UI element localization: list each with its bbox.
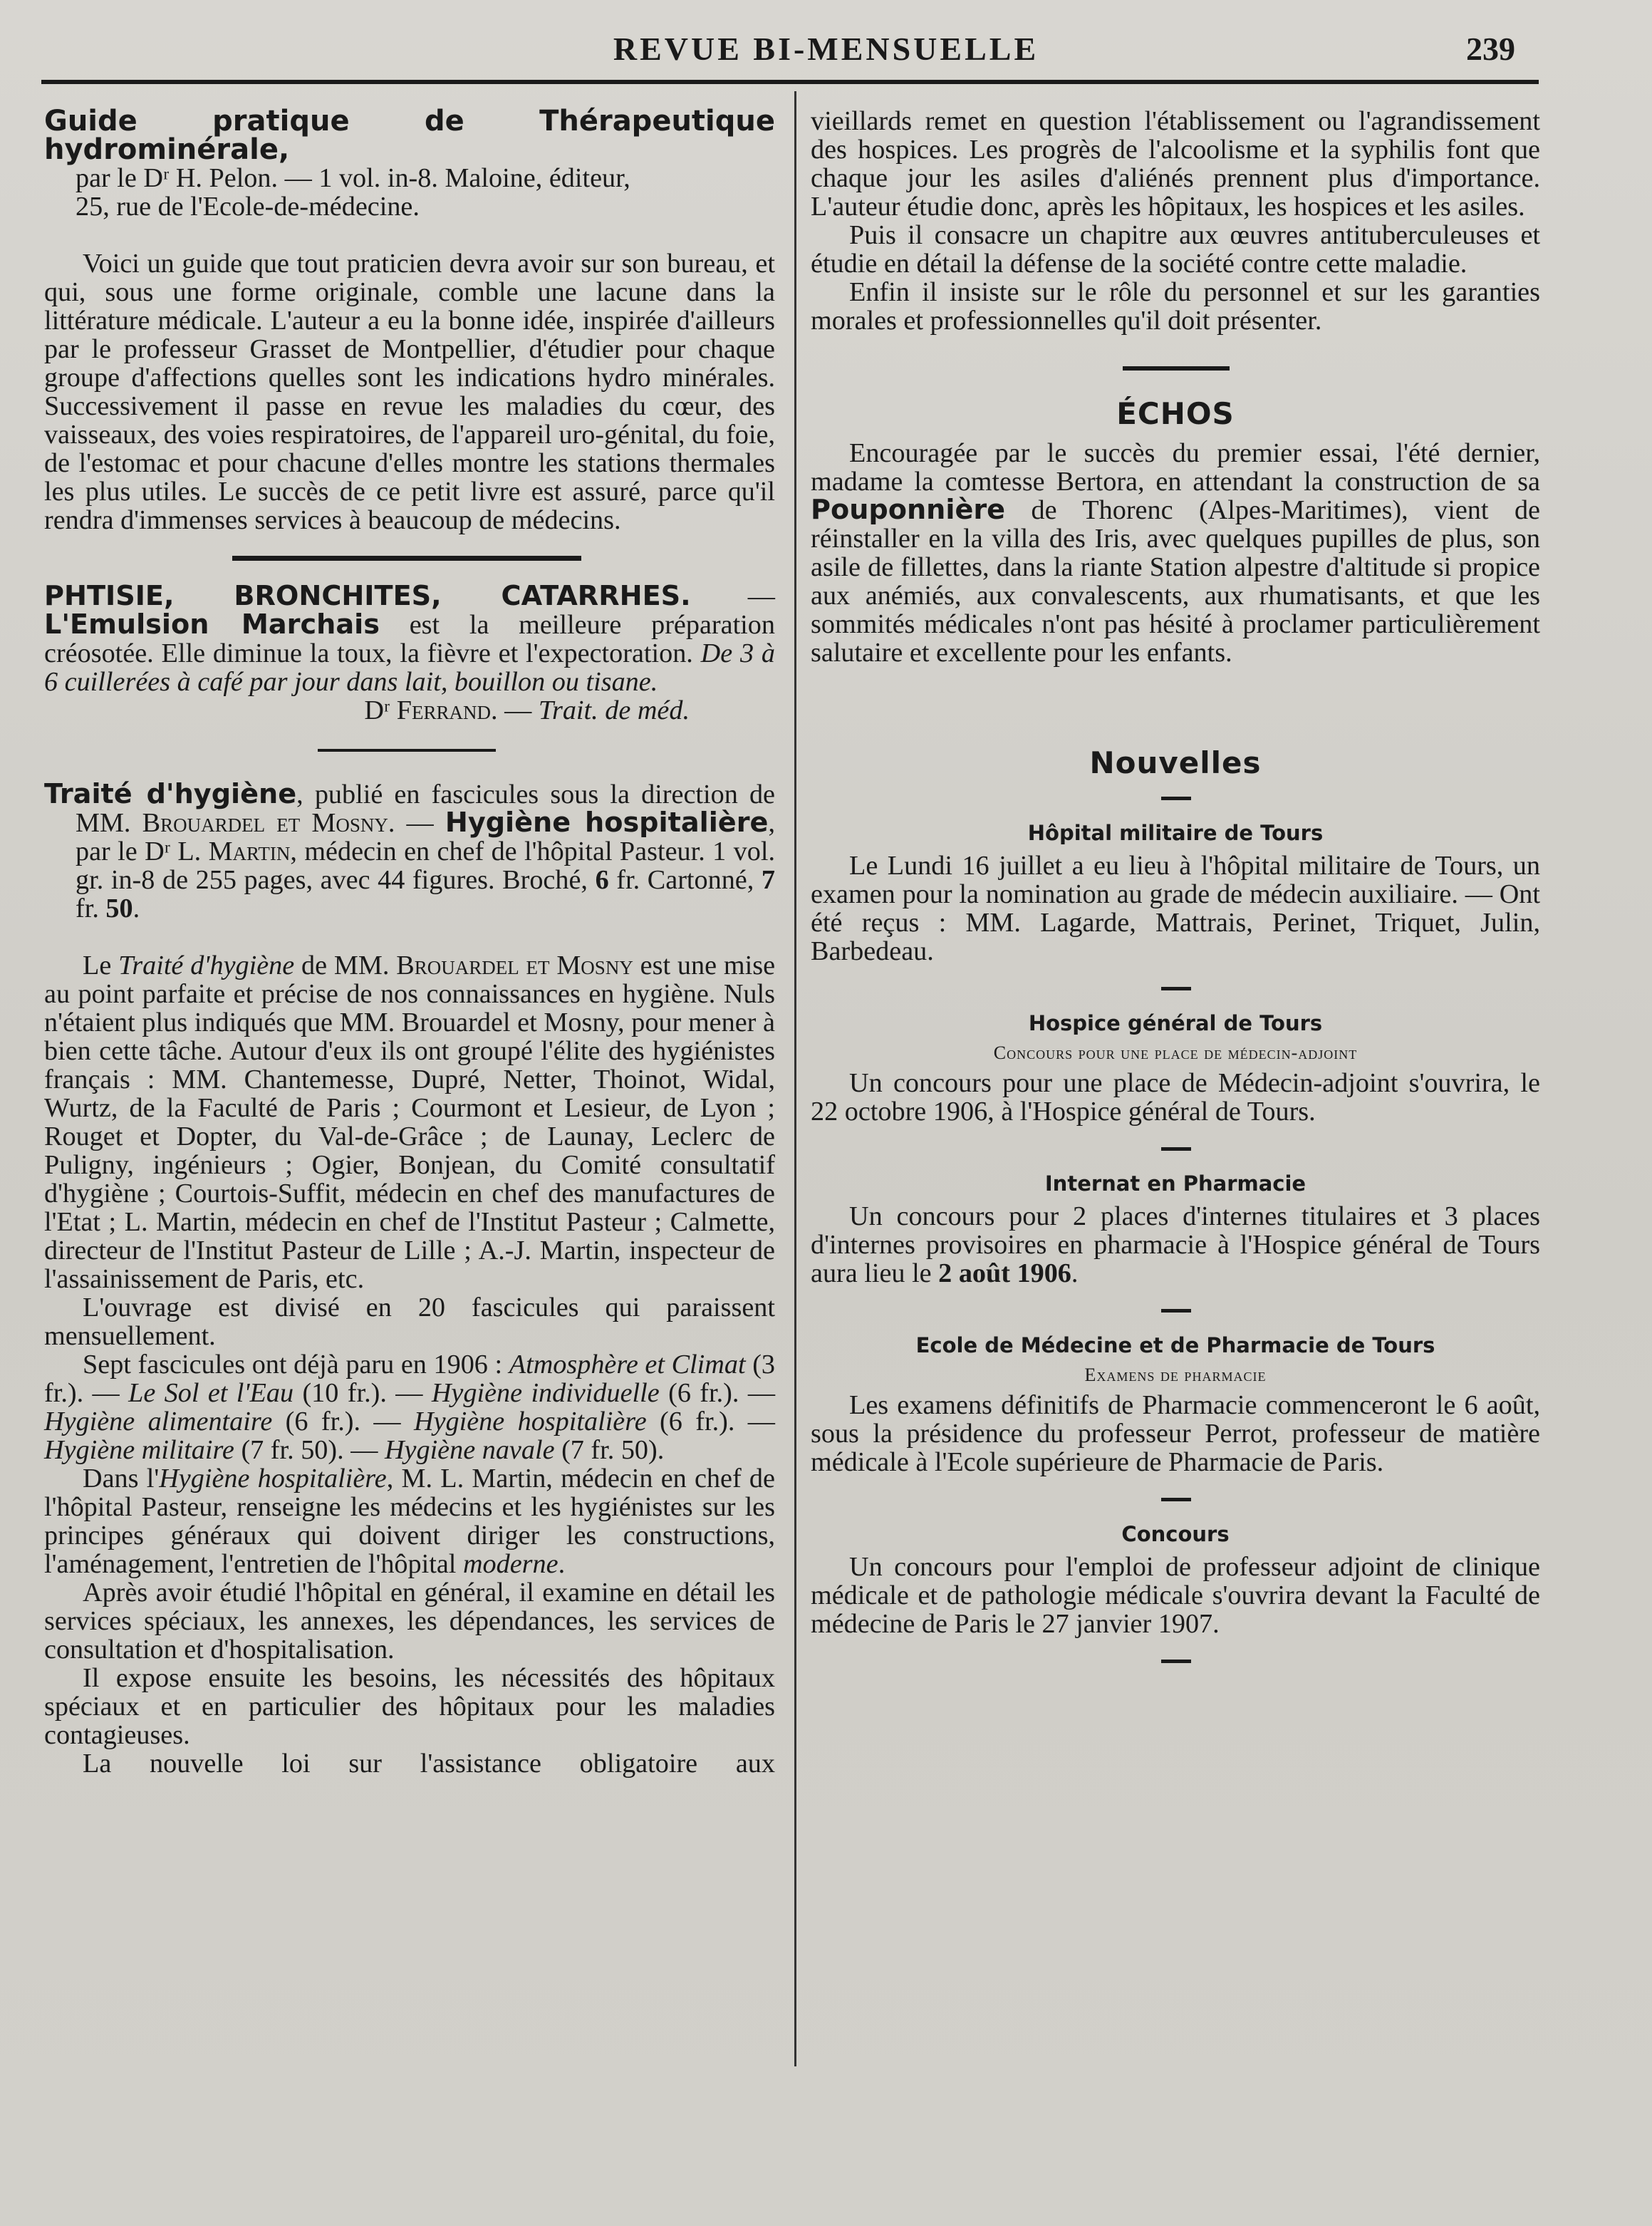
pouponniere-name: Pouponnière <box>811 495 1006 526</box>
hospice-general-subtitle: Concours pour une place de médecin-adjoint <box>993 1042 1358 1063</box>
guide-review <box>44 107 775 534</box>
hopital-militaire-title: Hôpital militaire de Tours <box>1027 821 1324 845</box>
nouvelles-title: Nouvelles <box>1089 745 1262 780</box>
hospice-general-text: Un concours pour une place de Médecin-adjoint s'ouvrira, le 22 octobre 1906, à l'Hospice général de Tours. <box>811 1068 1540 1127</box>
guide-title: Guide pratique de Thérapeutique hydrominérale, <box>44 105 775 166</box>
traite-paragraph-6: Il expose ensuite les besoins, les nécessités des hôpitaux spéciaux et en particulier des hôpitaux pour les maladies contagieuses. <box>44 1663 775 1750</box>
section-rule <box>318 749 496 752</box>
traite-paragraph-5: Après avoir étudié l'hôpital en général, il examine en détail les services spéciaux, les annexes, les dépendances, les services de consultation et d'hospitalisation. <box>44 1578 775 1665</box>
echos-title: ÉCHOS <box>1116 396 1235 431</box>
echos-section <box>811 396 1540 667</box>
ecole-medecine-title: Ecole de Médecine et de Pharmacie de Tours <box>915 1333 1435 1357</box>
ecole-medecine-subtitle: Examens de pharmacie <box>1084 1365 1267 1385</box>
dash-separator <box>1161 1309 1191 1313</box>
left-column <box>44 107 775 1778</box>
echos-paragraph: Encouragée par le succès du premier essai, l'été dernier, madame la comtesse Bertora, en attendant la construction de sa Pouponnière de Thorenc (Alpes-Maritimes), vient de réinstaller en la villa des Iris, avec quelques pupilles de plus, son asile de fillettes, dans la riante Station alpestre d'altitude si propice aux anémiés, aux convalescents, aux rhumatisants, et que les sommités médicales n'ont pas hésité à proclamer particulièrement salutaire et excellente pour les enfants. <box>811 438 1540 668</box>
section-rule <box>1123 366 1230 371</box>
dash-separator <box>1161 1660 1191 1663</box>
right-column <box>811 107 1540 1682</box>
concours-text: Un concours pour l'emploi de professeur adjoint de clinique médicale et de pathologie médicale s'ouvrira devant la Faculté de médecine de Paris le 27 janvier 1907. <box>811 1552 1540 1639</box>
traite-review <box>44 780 775 1778</box>
traite-subtitle: Hygiène hospitalière <box>445 807 769 839</box>
section-rule <box>232 556 581 561</box>
guide-body: Voici un guide que tout praticien devra avoir sur son bureau, et qui, sous une forme originale, comble une lacune dans la littérature médicale. L'auteur a eu la bonne idée, inspirée d'ailleurs par le professeur Grasset de Montpellier, d'étudier pour chaque groupe d'affections quelles sont les indications hydro minérales. Successivement il passe en revue les maladies du cœur, des vaisseaux, des voies respiratoires, de l'appareil uro-génital, du foie, de l'estomac et pour chacune d'elles montre les stations thermales les plus utiles. Le succès de ce petit livre est assuré, parce qu'il rendra d'immenses services à beaucoup de médecins. <box>44 249 775 535</box>
dash-separator <box>1161 1498 1191 1501</box>
phtisie-heading: PHTISIE, BRONCHITES, CATARRHES. <box>44 581 691 612</box>
guide-byline: par le Dʳ H. Pelon. — 1 vol. in-8. Maloine, éditeur, <box>76 163 630 193</box>
traite-paragraph-1: Le Traité d'hygiène de MM. Brouardel et Mosny est une mise au point parfaite et précise de nos connaissances en hygiène. Nuls n'étaient plus indiqués que MM. Brouardel et Mosny, pour mener à bien cette tâche. Autour d'eux ils ont groupé l'élite des hygiénistes français : MM. Chantemesse, Dupré, Netter, Thoinot, Widal, Wurtz, de la Faculté de Paris ; Courmont et Lesieur, de Lyon ; Rouget et Dopter, du Val-de-Grâce ; de Launay, Leclerc de Puligny, ingénieurs ; Ogier, Bonjean, du Comité consultatif d'hygiène ; Courtois-Suffit, médecin en chef des manufactures de l'Etat ; L. Martin, médecin en chef de l'Institut Pasteur ; Calmette, directeur de l'Institut Pasteur de Lille ; A.-J. Martin, inspecteur de l'assainissement de Paris, etc. <box>44 951 776 1294</box>
dash-separator <box>1161 987 1191 990</box>
guide-address: 25, rue de l'Ecole-de-médecine. <box>76 192 420 222</box>
traite-title: Traité d'hygiène <box>44 779 297 810</box>
phtisie-signature: Dʳ Ferrand. — Trait. de méd. <box>364 695 690 725</box>
phtisie-advert: PHTISIE, BRONCHITES, CATARRHES. — L'Emulsion Marchais est la meilleure préparation créosotée. Elle diminue la toux, la fièvre et l'expectoration. De 3 à 6 cuillerées à café par jour dans lait, bouillon ou tisane. Dʳ Ferrand. — Trait. de méd. <box>44 581 775 725</box>
continued-paragraph-3: Enfin il insiste sur le rôle du personnel et sur les garanties morales et professionnelles qu'il doit présenter. <box>811 277 1540 336</box>
traite-header: Traité d'hygiène, publié en fascicules sous la direction de MM. Brouardel et Mosny. — Hygiène hospitalière, par le Dʳ L. Martin, médecin en chef de l'hôpital Pasteur. 1 vol. gr. in-8 de 255 pages, avec 44 figures. Broché, 6 fr. Cartonné, 7 fr. 50. <box>44 779 776 923</box>
running-header-title: REVUE BI-MENSUELLE <box>613 31 1039 67</box>
column-divider <box>794 91 796 2066</box>
continued-paragraph-1: vieillards remet en question l'établissement ou l'agrandissement des hospices. Les progrès de l'alcoolisme et la syphilis font que chaque jour les asiles d'aliénés prennent plus d'importance. L'auteur étudie donc, après les hôpitaux, les hospices et les asiles. <box>811 106 1540 222</box>
concours-title: Concours <box>1121 1522 1230 1546</box>
dash-separator <box>1161 797 1191 800</box>
emulsion-name: L'Emulsion Marchais <box>44 609 380 641</box>
continued-paragraph-2: Puis il consacre un chapitre aux œuvres antituberculeuses et étudie en détail la défense de la société contre cette maladie. <box>811 220 1540 279</box>
ecole-medecine-text: Les examens définitifs de Pharmacie commenceront le 6 août, sous la présidence du professeur Perrot, professeur de matière médicale à l'Ecole supérieure de Pharmacie de Paris. <box>811 1390 1540 1477</box>
header-rule <box>41 80 1539 84</box>
hopital-militaire-text: Le Lundi 16 juillet a eu lieu à l'hôpital militaire de Tours, un examen pour la nomination au grade de médecin auxiliaire. — Ont été reçus : MM. Lagarde, Mattrais, Perinet, Triquet, Julin, Barbedeau. <box>811 851 1540 966</box>
nouvelles-section <box>811 745 1540 1663</box>
hospice-general-title: Hospice général de Tours <box>1028 1011 1323 1035</box>
internat-title: Internat en Pharmacie <box>1044 1171 1306 1196</box>
traite-paragraph-4: Dans l'Hygiène hospitalière, M. L. Martin, médecin en chef de l'hôpital Pasteur, renseigne les médecins et les hygiénistes sur les principes généraux qui doivent diriger les constructions, l'aménagement, l'entretien de l'hôpital moderne. <box>44 1464 775 1579</box>
internat-text: Un concours pour 2 places d'internes titulaires et 3 places d'internes provisoires en pharmacie à l'Hospice général de Tours aura lieu le 2 août 1906. <box>811 1201 1540 1288</box>
page-number: 239 <box>1466 31 1515 67</box>
traite-paragraph-7: La nouvelle loi sur l'assistance obligatoire aux <box>83 1749 775 1779</box>
traite-paragraph-2: L'ouvrage est divisé en 20 fascicules qui paraissent mensuellement. <box>44 1293 775 1351</box>
traite-paragraph-3: Sept fascicules ont déjà paru en 1906 : Atmosphère et Climat (3 fr.). — Le Sol et l'Eau (10 fr.). — Hygiène individuelle (6 fr.). — Hygiène alimentaire (6 fr.). — Hygiène hospitalière (6 fr.). — Hygiène militaire (7 fr. 50). — Hygiène navale (7 fr. 50). <box>44 1350 776 1465</box>
dash-separator <box>1161 1147 1191 1151</box>
dosage-note: De 3 à 6 cuillerées à café par jour dans lait, bouillon ou tisane. <box>44 638 775 697</box>
